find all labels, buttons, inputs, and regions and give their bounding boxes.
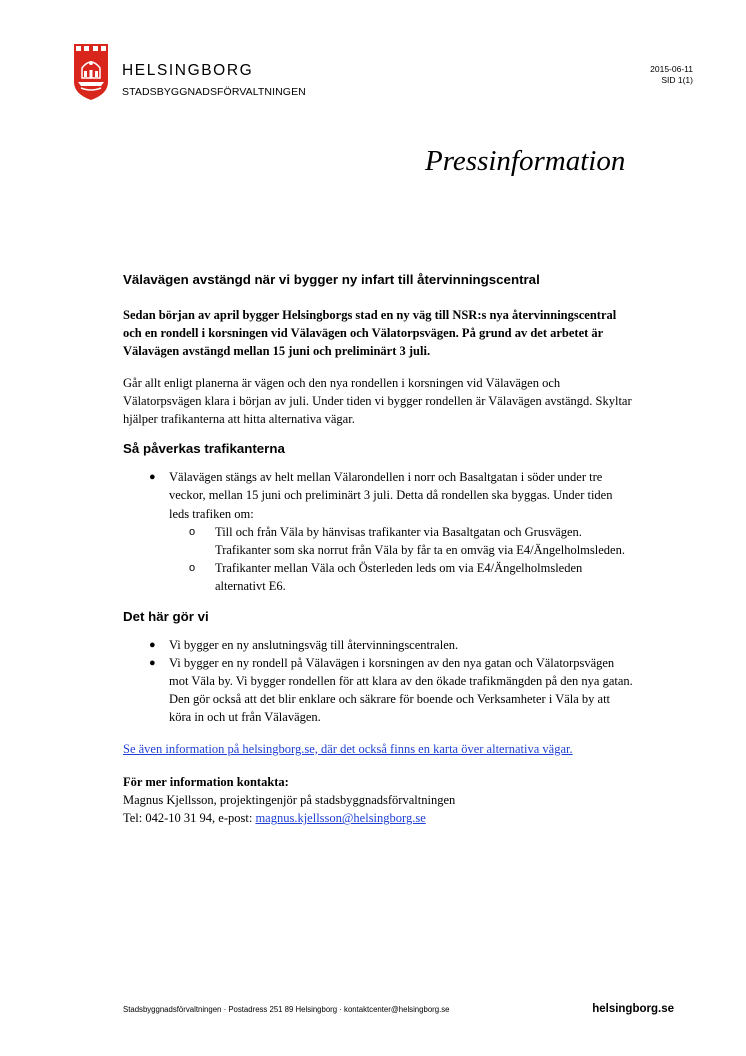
list-item-text: Vi bygger en ny anslutningsväg till återvinningscentralen. [169, 637, 459, 652]
contact-person: Magnus Kjellsson, projektingenjör på stadsbyggnadsförvaltningen [123, 793, 456, 808]
document-date: 2015-06-11 [650, 64, 693, 74]
circle-bullet-icon: o [189, 525, 196, 538]
section-heading-what-we-do: Det här gör vi [123, 608, 209, 624]
article-content [123, 272, 633, 827]
footer-address: Stadsbyggnadsförvaltningen · Postadress 251 89 Helsingborg · kontaktcenter@helsingborg.se [123, 1005, 450, 1014]
helsingborg-crest-logo-icon [72, 44, 110, 100]
list-item [123, 654, 633, 727]
sublist-item [169, 523, 633, 559]
contact-title: För mer information kontakta: [123, 774, 289, 789]
more-info-link[interactable]: Se även information på helsingborg.se, där det också finns en karta över alternativa vägar. [123, 741, 573, 756]
article-body: Går allt enligt planerna är vägen och den nya rondellen i korsningen vid Välavägen och Välatorpsvägen klara i början av juli. Under tiden vi bygger rondellen är Välavägen avstängd. Skyltar hjälper trafikanterna att hitta alternativa vägar. [123, 375, 632, 427]
bullet-icon: ● [149, 638, 156, 651]
what-we-do-list [123, 636, 633, 727]
org-department: STADSBYGGNADSFÖRVALTNINGEN [122, 86, 306, 98]
list-item-text: Vi bygger en ny rondell på Välavägen i korsningen av den nya gatan och Välatorpsvägen mot Väla by. Vi bygger rondellen för att klara av den ökade trafikmängden på den nya gatan. Den gör också att det blir enklare och säkrare för boende och Verksamheter i Väla by att köra in och ut från Välavägen. [169, 655, 633, 725]
contact-details [123, 809, 633, 827]
circle-bullet-icon: o [189, 562, 196, 575]
list-item-text: Välavägen stängs av helt mellan Välarondellen i norr och Basaltgatan i söder under tre veckor, mellan 15 juni och preliminärt 3 juli. Detta då rondellen ska byggas. Under tiden leds trafiken om: [169, 470, 613, 521]
bullet-icon: ● [149, 471, 156, 484]
article-headline: Välavägen avstängd när vi bygger ny infart till återvinningscentral [123, 272, 540, 287]
contact-email-link[interactable]: magnus.kjellsson@helsingborg.se [255, 811, 426, 826]
article-lead: Sedan början av april bygger Helsingborgs stad en ny väg till NSR:s nya återvinningscentral och en rondell i korsningen vid Välavägen och Välatorpsvägen. På grund av det arbetet är Välavägen avstängd mellan 15 juni och preliminärt 3 juli. [123, 308, 617, 359]
page-number: SID 1(1) [661, 75, 693, 85]
list-item [123, 636, 633, 654]
list-item [123, 468, 633, 595]
sublist-item [169, 559, 633, 595]
org-name: HELSINGBORG [122, 62, 254, 79]
contact-tel: Tel: 042-10 31 94, e-post: [123, 811, 256, 826]
bullet-icon: ● [149, 656, 156, 669]
detour-sublist [169, 523, 633, 596]
document-type-title: Pressinformation [425, 145, 626, 177]
sublist-item-text: Trafikanter mellan Väla och Österleden leds om via E4/Ängelholmsleden alternativt E6. [215, 561, 583, 594]
traffic-impact-list [123, 468, 633, 595]
sublist-item-text: Till och från Väla by hänvisas trafikanter via Basaltgatan och Grusvägen. Trafikanter som ska norrut från Väla by får ta en omväg via E4/Ängelholmsleden. [215, 524, 625, 558]
section-heading-traffic-impact: Så påverkas trafikanterna [123, 441, 285, 457]
document-meta [650, 64, 693, 86]
contact-block [123, 773, 633, 828]
footer-site: helsingborg.se [592, 1003, 674, 1015]
more-info-paragraph [123, 740, 633, 758]
